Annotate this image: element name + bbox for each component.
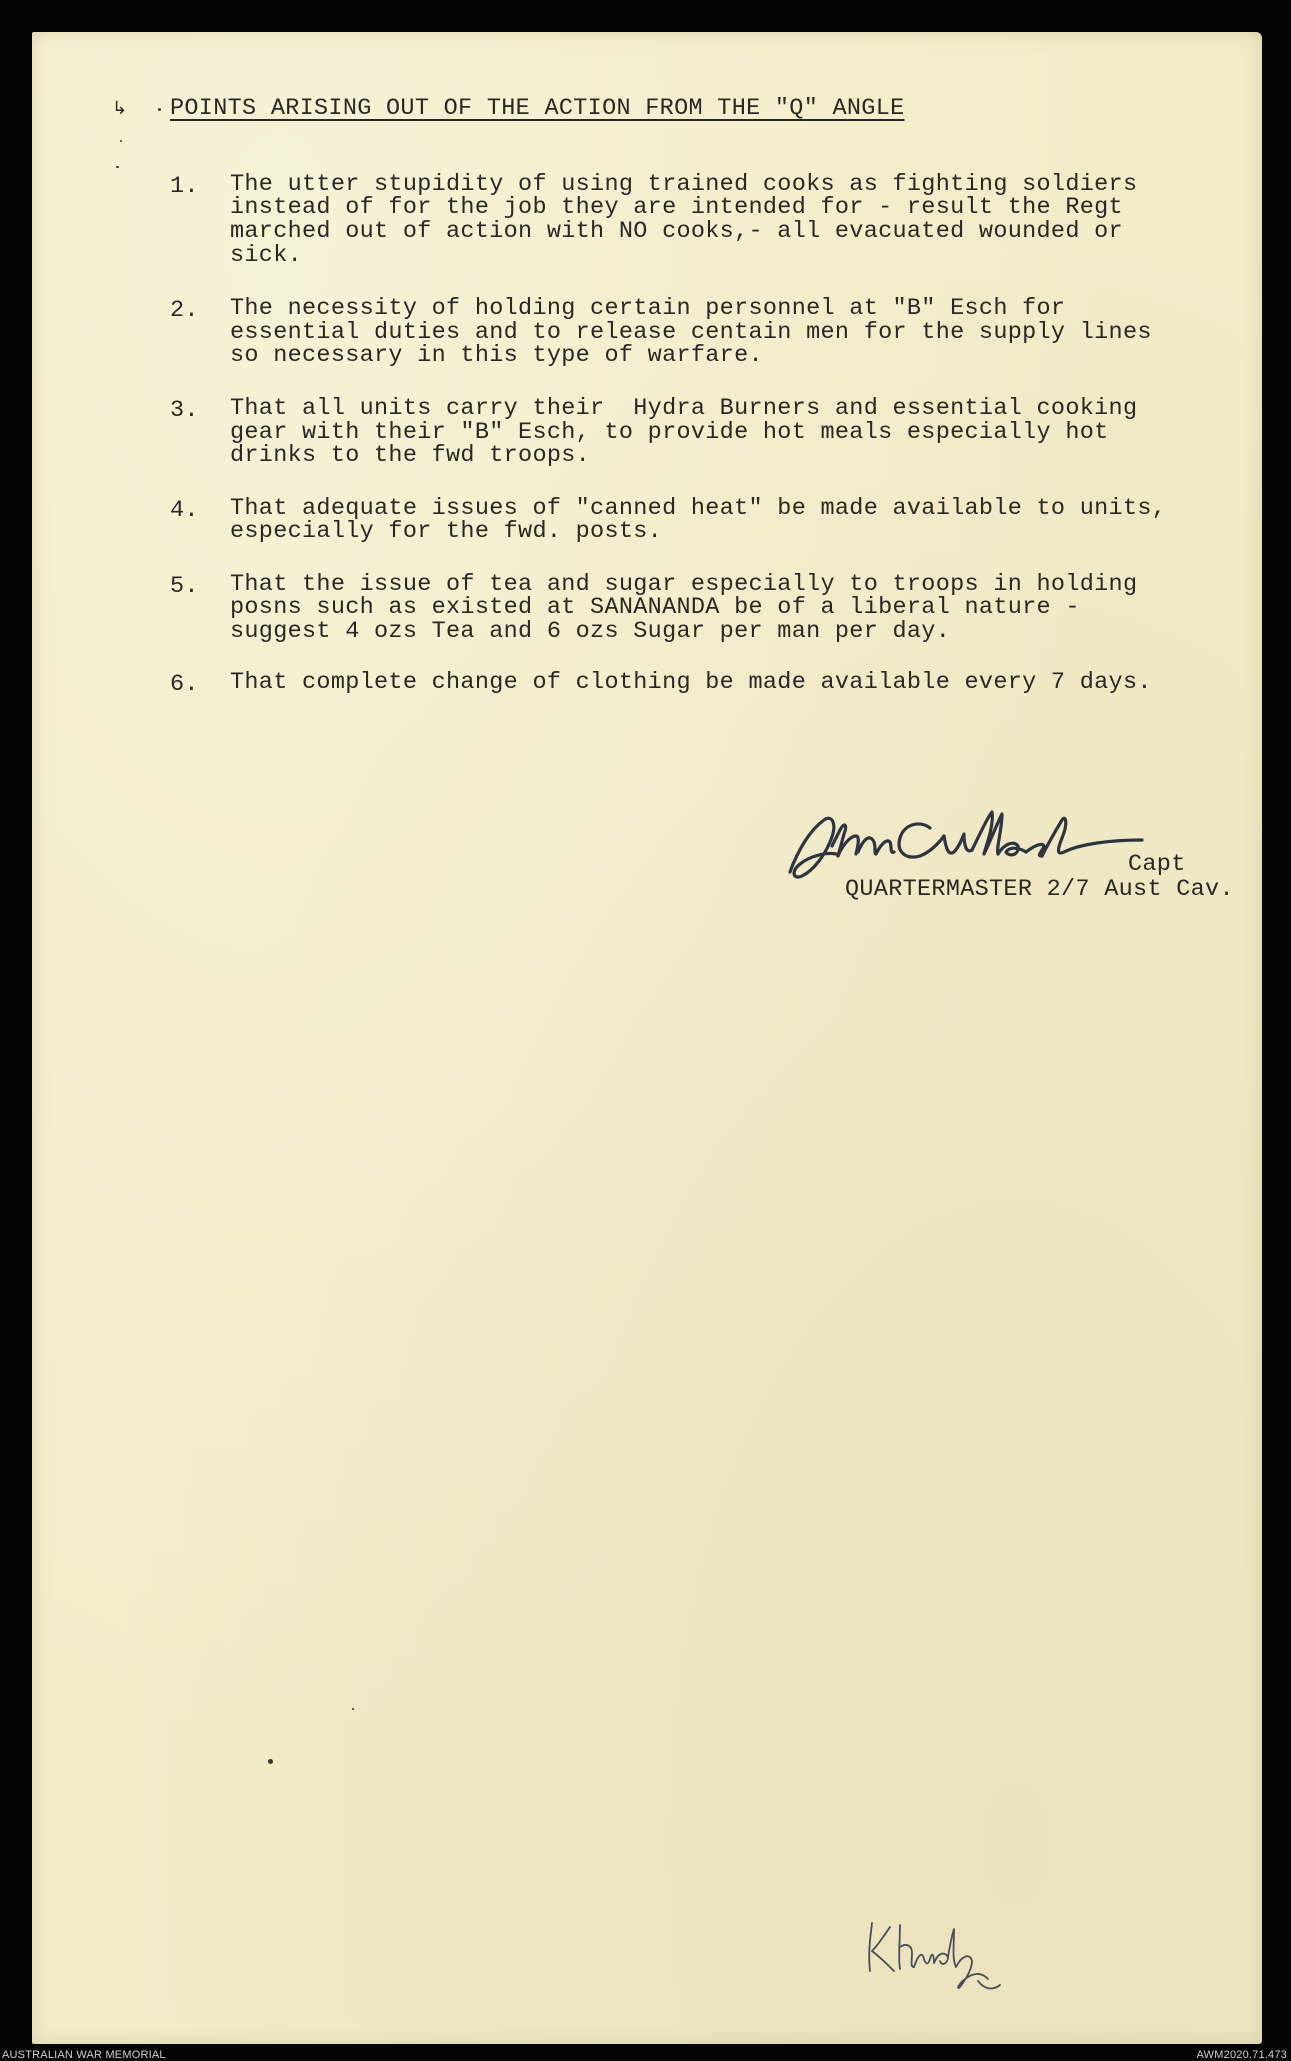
signature-title: QUARTERMASTER 2/7 Aust Cav. <box>845 876 1234 903</box>
item-number: 2. <box>170 297 199 324</box>
item-line: sick. <box>230 242 303 269</box>
margin-speck <box>158 108 161 111</box>
margin-speck <box>116 166 119 168</box>
item-line: That complete change of clothing be made available every 7 days. <box>230 669 1152 696</box>
item-line: suggest 4 ozs Tea and 6 ozs Sugar per man per day. <box>230 618 951 645</box>
paper-speck <box>352 1708 354 1710</box>
item-line: drinks to the fwd troops. <box>230 442 591 469</box>
paper-speck <box>268 1759 273 1764</box>
item-line: That the issue of tea and sugar especially to troops in holding <box>230 571 1138 598</box>
handwritten-initials <box>860 1905 1040 1995</box>
item-line: The utter stupidity of using trained cooks as fighting soldiers <box>230 171 1138 198</box>
item-number: 4. <box>170 497 199 524</box>
item-number: 3. <box>170 397 199 424</box>
item-number: 6. <box>170 671 199 698</box>
item-line: essential duties and to release centain men for the supply lines <box>230 319 1152 346</box>
document-heading: POINTS ARISING OUT OF THE ACTION FROM THE "Q" ANGLE <box>170 95 905 122</box>
item-line: marched out of action with NO cooks,- all evacuated wounded or <box>230 218 1123 245</box>
item-line: posns such as existed at SANANANDA be of a liberal nature - <box>230 594 1080 621</box>
item-line: instead of for the job they are intended for - result the Regt <box>230 194 1123 221</box>
item-number: 5. <box>170 573 199 600</box>
margin-tick-mark: ↳ <box>112 98 128 119</box>
margin-speck <box>120 140 122 142</box>
item-line: gear with their "B" Esch, to provide hot meals especially hot <box>230 419 1109 446</box>
item-line: The necessity of holding certain personnel at "B" Esch for <box>230 295 1066 322</box>
archive-footer-left: AUSTRALIAN WAR MEMORIAL <box>2 2049 166 2061</box>
signature-rank: Capt <box>1128 851 1186 878</box>
item-line: especially for the fwd. posts. <box>230 518 663 545</box>
item-number: 1. <box>170 173 199 200</box>
item-line: so necessary in this type of warfare. <box>230 342 763 369</box>
item-line: That all units carry their Hydra Burners and essential cooking <box>230 395 1138 422</box>
item-line: That adequate issues of "canned heat" be made available to units, <box>230 495 1167 522</box>
archive-footer-right: AWM2020.71.473 <box>1196 2049 1287 2061</box>
